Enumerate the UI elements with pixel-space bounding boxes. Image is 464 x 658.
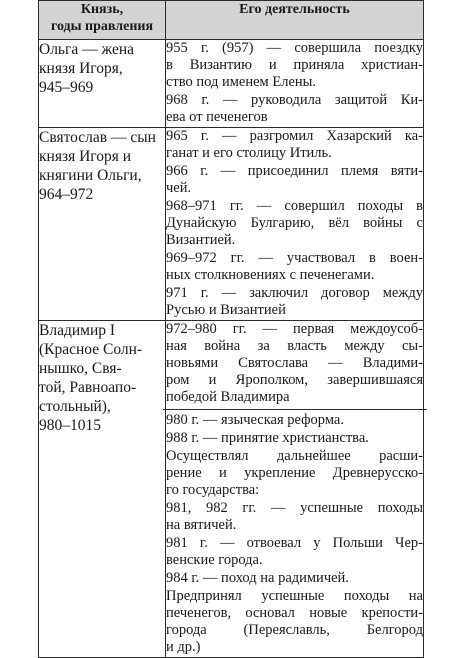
- activity-text-line: Предпринял успешные походы на: [166, 588, 423, 604]
- activity-entry: [166, 430, 423, 447]
- activity-entry: [166, 570, 423, 587]
- activity-text-line: ева от печенегов: [166, 109, 268, 125]
- activity-text-line: ная война за власть между сы-: [166, 338, 423, 354]
- activity-group: [166, 410, 423, 656]
- princes-table: [38, 0, 424, 658]
- header-prince-line: Князь,: [80, 2, 124, 17]
- activity-text-line: Дунайскую Булгарию, вёл войны с: [166, 215, 423, 231]
- activity-text-line: Русью и Византией: [166, 302, 286, 318]
- prince-cell: [39, 40, 166, 128]
- activity-text-line: 981 г. — отвоевал у Польши Чер-: [166, 535, 423, 551]
- prince-name-line: 945–969: [39, 79, 94, 96]
- activity-text-line: в Византию и приняла христиан-: [166, 57, 423, 73]
- column-header-activity: [166, 1, 424, 40]
- prince-name-line: Владимир I: [39, 322, 116, 339]
- activity-text-line: ганат и его столицу Итиль.: [166, 145, 332, 161]
- activity-entry: [166, 40, 423, 91]
- activity-cell: [166, 321, 424, 658]
- table-body: [39, 40, 424, 658]
- activity-text-line: 972–980 гг. — первая междоусоб-: [166, 321, 423, 337]
- activity-text-line: победой Владимира: [166, 389, 290, 405]
- table-row: [39, 321, 424, 658]
- activity-cell: [166, 128, 424, 321]
- activity-group: [166, 40, 423, 126]
- table-row: [39, 128, 424, 321]
- activity-entry: [166, 500, 423, 534]
- activity-cell: [166, 40, 424, 128]
- prince-name-line: стольный),: [39, 398, 111, 415]
- activity-text-line: 969–972 гг. — участвовал в воен-: [166, 250, 423, 266]
- activity-entry: [166, 448, 423, 499]
- activity-text-line: новьями Святослава — Владими-: [166, 355, 423, 371]
- prince-name-line: нышко, Свя-: [39, 360, 122, 377]
- table-header-row: [39, 1, 424, 40]
- activity-text-line: 971 г. — заключил договор между: [166, 285, 423, 301]
- activity-text-line: ных столкновениях с печенегами.: [166, 267, 375, 283]
- activity-entry: [166, 163, 423, 197]
- activity-text-line: города (Переяславль, Белгород: [166, 622, 423, 638]
- activity-text-line: 955 г. (957) — совершила поездку: [166, 40, 423, 56]
- activity-entry: [166, 535, 423, 569]
- activity-group: [166, 321, 423, 409]
- activity-text-line: венские города.: [166, 552, 263, 568]
- activity-text-line: ство под именем Елены.: [166, 74, 317, 90]
- header-activity-label: Его деятельность: [239, 2, 350, 17]
- prince-name-line: Ольга — жена: [39, 41, 135, 58]
- activity-entry: [166, 588, 423, 656]
- activity-text-line: 981, 982 гг. — успешные походы: [166, 500, 423, 516]
- prince-name-line: 980–1015: [39, 417, 101, 434]
- prince-name-line: той, Равноапо-: [39, 379, 137, 396]
- activity-entry: [166, 92, 423, 126]
- activity-text-line: Осуществлял дальнейшее расши-: [166, 448, 423, 464]
- prince-cell: [39, 321, 166, 658]
- activity-text-line: 968 г. — руководила защитой Ки-: [166, 92, 423, 108]
- activity-entry: [166, 128, 423, 162]
- activity-entry: [166, 285, 423, 319]
- activity-entry: [166, 321, 423, 406]
- prince-cell: [39, 128, 166, 321]
- prince-name-line: княгини Ольги,: [39, 167, 142, 184]
- activity-text-line: 968–971 гг. — совершил походы в: [166, 198, 423, 214]
- activity-text-line: чей.: [166, 180, 192, 196]
- prince-name-line: князя Игоря,: [39, 60, 123, 77]
- activity-text-line: ром и Ярополком, завершившаяся: [166, 372, 423, 388]
- activity-text-line: Византией.: [166, 232, 236, 248]
- header-prince-line: годы правления: [50, 19, 154, 34]
- activity-text-line: рение и укрепление Древнерусско-: [166, 465, 423, 481]
- prince-name-line: (Красное Солн-: [39, 341, 143, 358]
- activity-text-line: 966 г. — присоединил племя вяти-: [166, 163, 423, 179]
- prince-name-line: 964–972: [39, 186, 94, 203]
- activity-text-line: на вятичей.: [166, 517, 237, 533]
- prince-name-line: князя Игоря и: [39, 148, 132, 165]
- table-row: [39, 40, 424, 128]
- activity-text-line: 980 г. — языческая реформа.: [166, 412, 344, 428]
- activity-entry: [166, 250, 423, 284]
- activity-group: [166, 128, 423, 319]
- activity-text-line: и др.): [166, 639, 201, 655]
- activity-text-line: 984 г. — поход на радимичей.: [166, 570, 349, 586]
- activity-text-line: печенегов, основал новые крепости-: [166, 605, 423, 621]
- activity-entry: [166, 198, 423, 249]
- prince-name-line: Святослав — сын: [39, 129, 156, 146]
- activity-text-line: 988 г. — принятие христианства.: [166, 430, 369, 446]
- activity-entry: [166, 412, 423, 429]
- activity-text-line: 965 г. — разгромил Хазарский ка-: [166, 128, 423, 144]
- column-header-prince: [39, 1, 166, 40]
- activity-text-line: го государства:: [166, 482, 260, 498]
